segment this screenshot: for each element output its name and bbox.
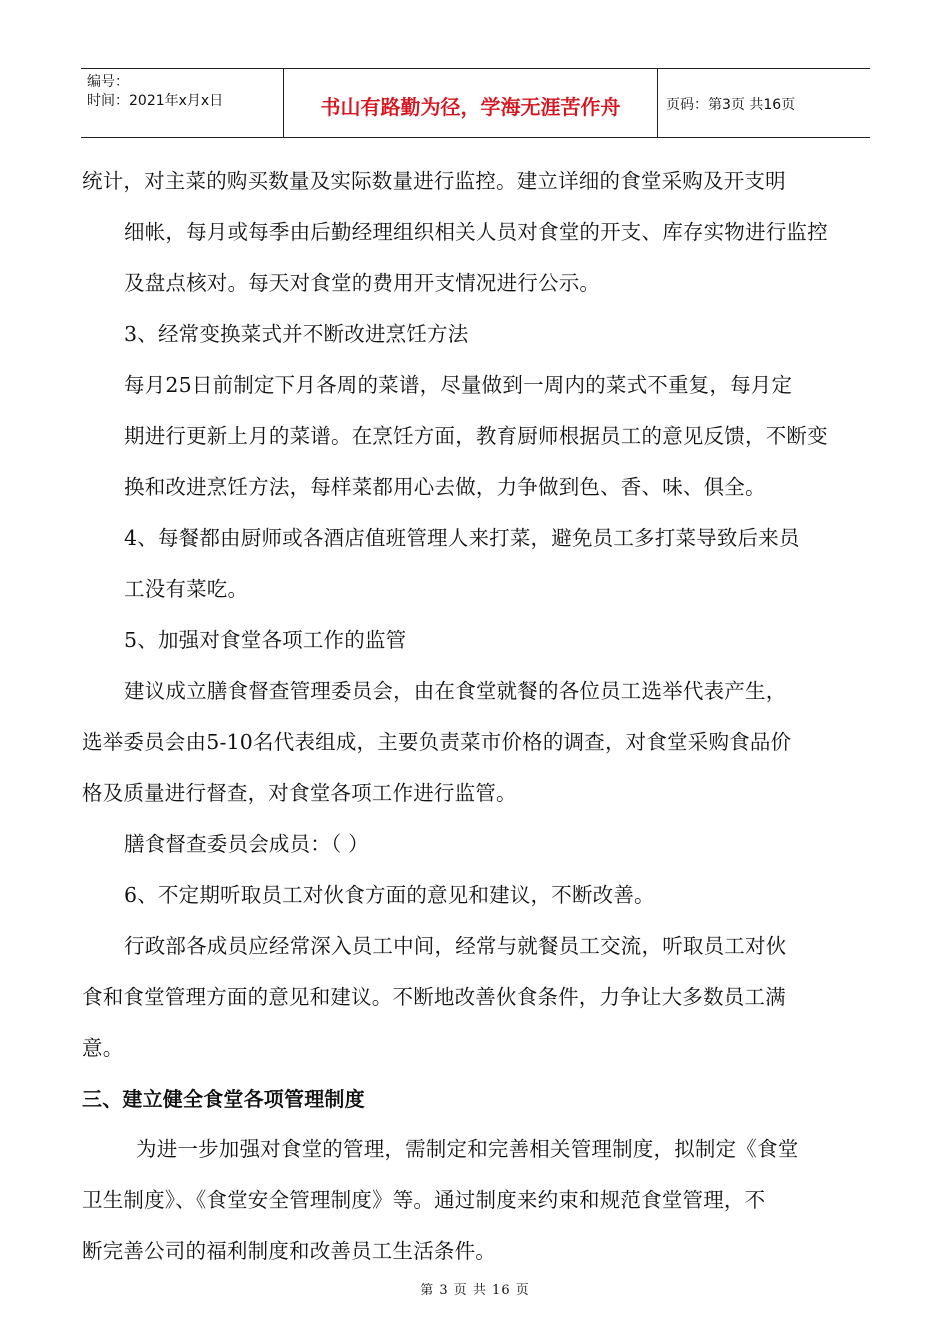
body-line: 为进一步加强对食堂的管理，需制定和完善相关管理制度，拟制定《食堂 <box>136 1137 799 1161</box>
body-line: 断完善公司的福利制度和改善员工生活条件。 <box>82 1239 496 1263</box>
date-label: 时间：2021年x月x日 <box>87 93 224 109</box>
serial-number-label: 编号： <box>87 74 129 90</box>
page-header <box>81 68 870 138</box>
body-line: 换和改进烹饪方法，每样菜都用心去做，力争做到色、香、味、俱全。 <box>124 475 766 499</box>
body-line: 食和食堂管理方面的意见和建议。不断地改善伙食条件，力争让大多数员工满 <box>82 985 786 1009</box>
body-line: 期进行更新上月的菜谱。在烹饪方面，教育厨师根据员工的意见反馈，不断变 <box>124 424 828 448</box>
body-line: 行政部各成员应经常深入员工中间，经常与就餐员工交流，听取员工对伙 <box>124 934 787 958</box>
header-page-info: 页码：第3页 共16页 <box>666 97 796 113</box>
section-heading-4: 4、每餐都由厨师或各酒店值班管理人来打菜，避免员工多打菜导致后来员 <box>124 526 800 550</box>
body-line: 选举委员会由5-10名代表组成，主要负责菜市价格的调查，对食堂采购食品价 <box>82 730 792 754</box>
body-line: 卫生制度》、《食堂安全管理制度》等。通过制度来约束和规范食堂管理，不 <box>82 1188 766 1212</box>
body-line: 及盘点核对。每天对食堂的费用开支情况进行公示。 <box>124 271 601 295</box>
body-line: 意。 <box>82 1036 124 1060</box>
page-footer-number: 第 3 页 共 16 页 <box>420 1283 530 1298</box>
body-line: 细帐，每月或每季由后勤经理组织相关人员对食堂的开支、库存实物进行监控 <box>124 220 828 244</box>
chapter-heading: 三、建立健全食堂各项管理制度 <box>82 1087 365 1111</box>
header-meta <box>81 69 283 137</box>
section-heading-3: 3、经常变换菜式并不断改进烹饪方法 <box>124 322 469 346</box>
document-body <box>82 156 868 1277</box>
section-heading-6: 6、不定期听取员工对伙食方面的意见和建议，不断改善。 <box>124 883 655 907</box>
body-line: 每月25日前制定下月各周的菜谱，尽量做到一周内的菜式不重复，每月定 <box>124 373 793 397</box>
body-line: 格及质量进行督查，对食堂各项工作进行监管。 <box>82 781 517 805</box>
header-motto: 书山有路勤为径，学海无涯苦作舟 <box>283 69 658 137</box>
body-line: 统计，对主菜的购买数量及实际数量进行监控。建立详细的食堂采购及开支明 <box>82 169 786 193</box>
body-line: 建议成立膳食督查管理委员会，由在食堂就餐的各位员工选举代表产生， <box>124 679 787 703</box>
body-line: 工没有菜吃。 <box>124 577 249 601</box>
section-heading-5: 5、加强对食堂各项工作的监管 <box>124 628 407 652</box>
committee-members-line: 膳食督查委员会成员：（ ） <box>124 832 369 856</box>
